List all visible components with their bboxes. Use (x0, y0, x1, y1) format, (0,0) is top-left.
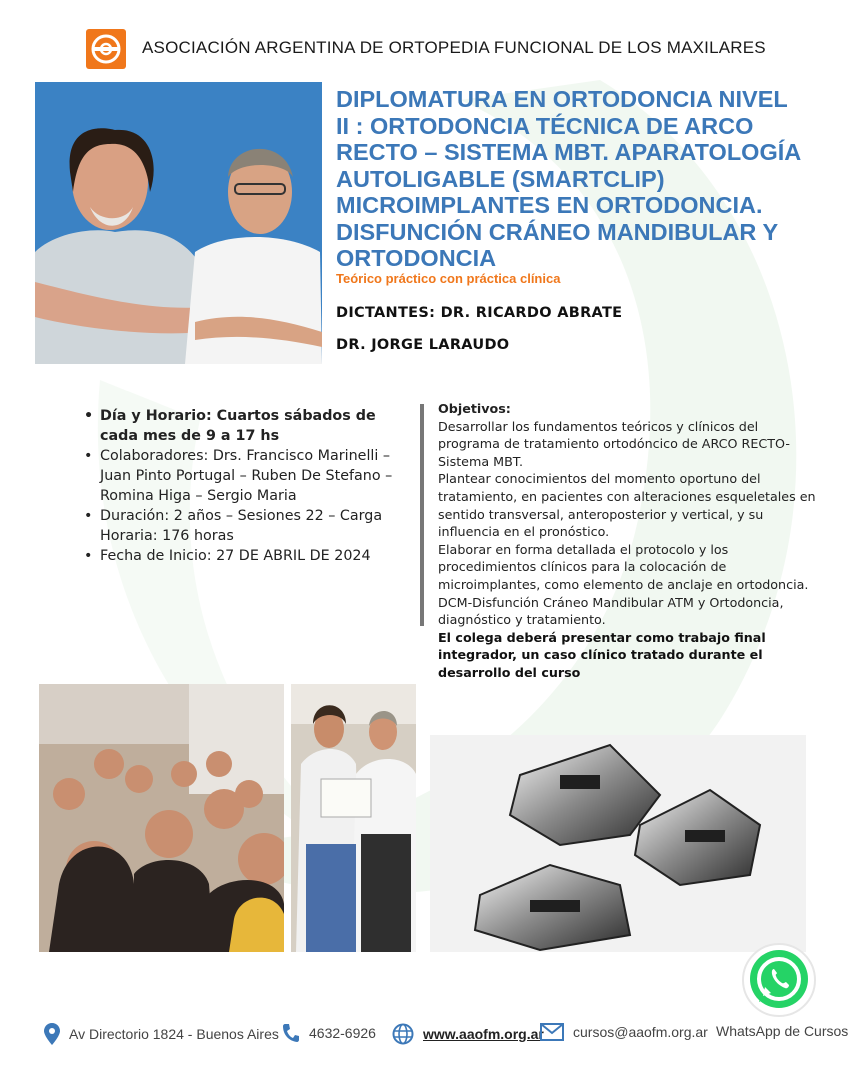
hero-photo-speakers (35, 82, 322, 364)
footer-whatsapp[interactable] (716, 1023, 848, 1039)
group-photo (39, 684, 284, 952)
info-duration: • Duración: 2 años – Sesiones 22 – Carga Horaria: 176 horas (80, 506, 400, 546)
address-text: Av Directorio 1824 - Buenos Aires (69, 1026, 279, 1042)
course-title: DIPLOMATURA EN ORTODONCIA NIVEL II : ORTODONCIA TÉCNICA DE ARCO RECTO – SISTEMA MBT. APARATOLOGÍA AUTOLIGABLE (SMARTCLIP) MICROIMPLANTES EN ORTODONCIA. DISFUNCIÓN CRÁNEO MANDIBULAR Y ORTODONCIA (336, 86, 801, 271)
aaofm-logo-icon (86, 29, 126, 69)
envelope-icon (540, 1023, 564, 1041)
footer-address (44, 1023, 279, 1045)
objectives-block (438, 400, 818, 682)
footer-phone[interactable] (282, 1023, 376, 1043)
info-collaborators: • Colaboradores: Drs. Francisco Marinelli – Juan Pinto Portugal – Ruben De Stefano – Romina Higa – Sergio Maria (80, 446, 400, 506)
phone-icon (282, 1023, 300, 1043)
globe-icon (392, 1023, 414, 1045)
certificate-photo (291, 684, 416, 952)
objective-1: Desarrollar los fundamentos teóricos y clínicos del programa de tratamiento ortodóncico de ARCO RECTO-Sistema MBT. (438, 418, 790, 469)
objectives-heading: Objetivos: (438, 401, 511, 416)
whatsapp-text: WhatsApp de Cursos (716, 1023, 849, 1039)
objective-3: Elaborar en forma detallada el protocolo y los procedimientos clínicos para la colocación de microimplantes, como elemento de anclaje en ortodoncia. (438, 541, 809, 592)
brackets-image (430, 735, 806, 952)
final-work-note: El colega deberá presentar como trabajo final integrador, un caso clínico tratado durante el desarrollo del curso (438, 629, 766, 680)
organization-name: ASOCIACIÓN ARGENTINA DE ORTOPEDIA FUNCIONAL DE LOS MAXILARES (142, 38, 766, 57)
info-schedule: • Día y Horario: Cuartos sábados de cada mes de 9 a 17 hs (80, 406, 400, 446)
speaker-line-2: DR. JORGE LARAUDO (336, 337, 510, 353)
course-subtitle: Teórico práctico con práctica clínica (336, 271, 561, 286)
footer-website[interactable] (392, 1023, 544, 1045)
objective-4: DCM-Disfunción Cráneo Mandibular ATM y Ortodoncia, diagnóstico y tratamiento. (438, 594, 784, 628)
info-start-date: • Fecha de Inicio: 27 DE ABRIL DE 2024 (80, 546, 400, 566)
course-info-list (80, 406, 400, 566)
whatsapp-icon[interactable] (741, 942, 817, 1018)
objective-2: Plantear conocimientos del momento oportuno del tratamiento, en pacientes con alteraciones esqueletales en sentido transversal, anteroposterior y vertical, y su influencia en el pronóstico. (438, 471, 816, 540)
speaker-line-1: DICTANTES: DR. RICARDO ABRATE (336, 305, 623, 321)
location-pin-icon (44, 1023, 60, 1045)
email-text: cursos@aaofm.org.ar (573, 1024, 708, 1040)
website-link[interactable]: www.aaofm.org.ar (423, 1026, 544, 1042)
phone-text: 4632-6926 (309, 1025, 376, 1041)
footer-contact-bar (44, 1020, 849, 1050)
objectives-divider (420, 404, 424, 626)
footer-email[interactable] (540, 1023, 708, 1041)
